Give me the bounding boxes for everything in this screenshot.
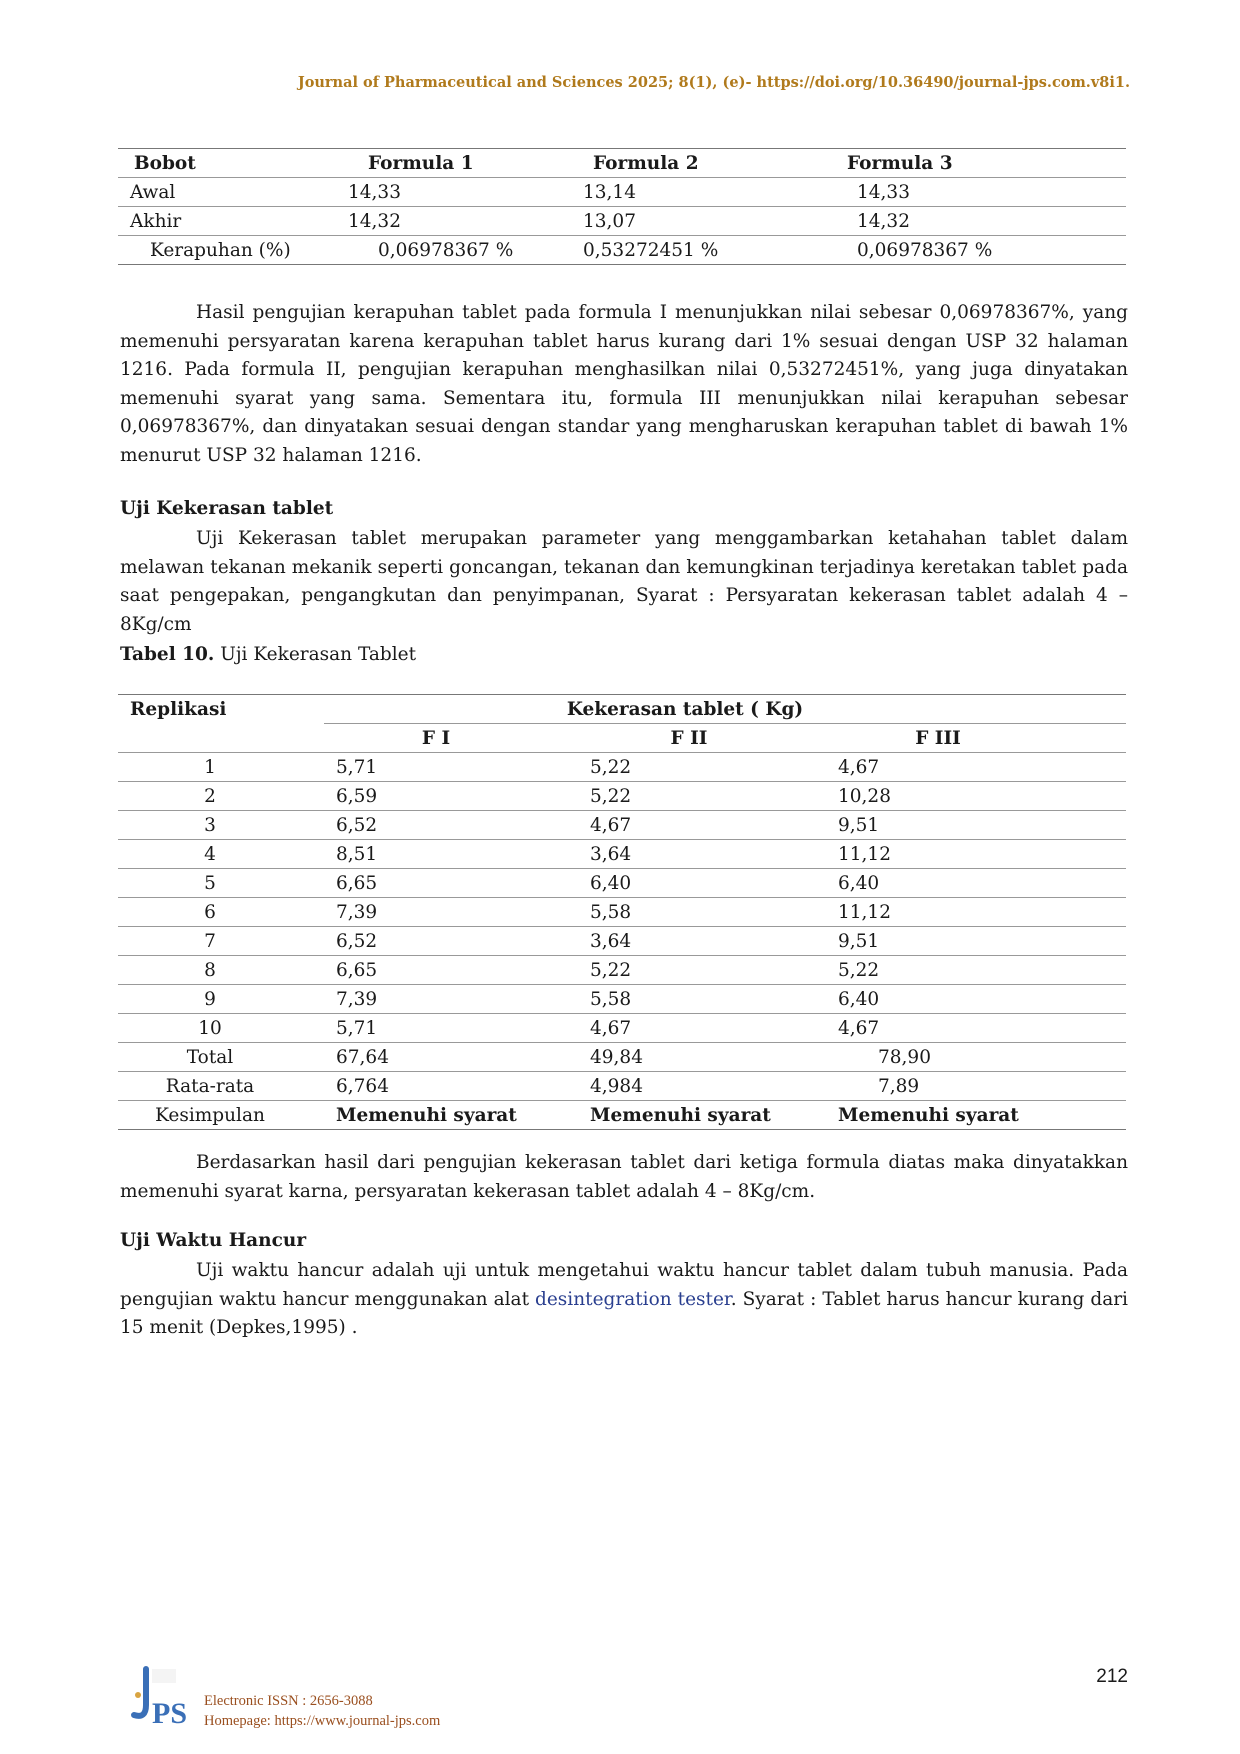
- table-row: [118, 927, 1126, 956]
- cell: 4,67: [838, 1017, 880, 1039]
- conclusion-row: [118, 1101, 1126, 1130]
- heading-hardness: Uji Kekerasan tablet: [120, 498, 334, 519]
- cell: 78,90: [878, 1046, 931, 1068]
- cell: 4,67: [838, 756, 880, 778]
- disintegration-text-2: . Syarat : Tablet harus hancur kurang dari 15 menit (Depkes,1995) .: [120, 1288, 1128, 1338]
- footer-issn: Electronic ISSN : 2656-3088: [204, 1693, 373, 1709]
- cell: 9,51: [838, 814, 880, 836]
- friability-header-row: [118, 149, 1126, 178]
- paragraph-hardness-conclusion: Berdasarkan hasil dari pengujian kekerasan tablet dari ketiga formula diatas maka dinyatakkan memenuhi syarat karna, persyaratan kekerasan tablet adalah 4 – 8Kg/cm.: [120, 1152, 1128, 1202]
- paragraph-friability-result: Hasil pengujian kerapuhan tablet pada formula I menunjukkan nilai sebesar 0,06978367%, yang memenuhi persyaratan karena kerapuhan tablet harus kurang dari 1% sesuai dengan USP 32 halaman 1216. Pada formula II, pengujian kerapuhan menghasilkan nilai 0,53272451%, yang juga dinyatakan memenuhi syarat yang sama. Sementara itu, formula III menunjukkan nilai kerapuhan sebesar 0,06978367%, dan dinyatakan sesuai dengan standar yang mengharuskan kerapuhan tablet di bawah 1% menurut USP 32 halaman 1216.: [120, 302, 1128, 466]
- row-label: 9: [204, 988, 216, 1010]
- cell: 5,22: [590, 756, 632, 778]
- cell: 14,33: [348, 181, 401, 203]
- running-head: Journal of Pharmaceutical and Sciences 2025; 8(1), (e)- https://doi.org/10.36490/journal-jps.com.v8i1.: [297, 74, 1130, 91]
- row-label: Awal: [130, 181, 176, 203]
- cell: 11,12: [838, 901, 891, 923]
- footer-info: [204, 1691, 440, 1731]
- header-formula-2: Formula 2: [593, 152, 699, 174]
- header-bobot: Bobot: [134, 152, 196, 174]
- cell: 4,984: [590, 1075, 643, 1097]
- row-label: 2: [204, 785, 216, 807]
- caption-text: Uji Kekerasan Tablet: [214, 644, 417, 665]
- cell: 14,33: [857, 181, 910, 203]
- cell: 7,39: [336, 988, 378, 1010]
- cell: 5,71: [336, 756, 378, 778]
- cell: 7,39: [336, 901, 378, 923]
- cell: 5,71: [336, 1017, 378, 1039]
- cell: 6,40: [590, 872, 632, 894]
- row-label: Kesimpulan: [155, 1104, 265, 1126]
- cell: 13,07: [583, 210, 636, 232]
- friability-row: [118, 178, 1126, 207]
- logo-text: PS: [152, 1697, 188, 1725]
- header-replikasi: Replikasi: [130, 698, 227, 720]
- cell: 6,52: [336, 930, 378, 952]
- table-row: [118, 811, 1126, 840]
- cell: 0,06978367 %: [378, 239, 514, 261]
- cell: 5,22: [590, 785, 632, 807]
- row-label: 1: [204, 756, 216, 778]
- cell: 11,12: [838, 843, 891, 865]
- table-row: [118, 956, 1126, 985]
- cell: 3,64: [590, 843, 632, 865]
- cell: Memenuhi syarat: [590, 1104, 771, 1126]
- mean-row: [118, 1072, 1126, 1101]
- header-kekerasan: Kekerasan tablet ( Kg): [324, 695, 1126, 724]
- row-label: 6: [204, 901, 216, 923]
- cell: 67,64: [336, 1046, 389, 1068]
- cell: 7,89: [878, 1075, 920, 1097]
- header-f3: F III: [915, 727, 961, 749]
- row-label: Akhir: [130, 210, 182, 232]
- cell: 0,06978367 %: [857, 239, 993, 261]
- cell: 3,64: [590, 930, 632, 952]
- table-row: [118, 869, 1126, 898]
- cell: 5,58: [590, 988, 632, 1010]
- table-row: [118, 898, 1126, 927]
- footer-homepage[interactable]: Homepage: https://www.journal-jps.com: [204, 1713, 441, 1729]
- row-label: 4: [204, 843, 216, 865]
- hardness-header-row-2: [118, 724, 1126, 753]
- table-row: [118, 753, 1126, 782]
- disintegration-term: desintegration tester: [535, 1288, 731, 1310]
- row-label: 3: [204, 814, 216, 836]
- header-f1: F I: [421, 727, 451, 749]
- header-f2: F II: [670, 727, 708, 749]
- cell: 8,51: [336, 843, 378, 865]
- cell: 6,59: [336, 785, 378, 807]
- row-label: 5: [204, 872, 216, 894]
- cell: 5,22: [590, 959, 632, 981]
- table-row: [118, 840, 1126, 869]
- cell: 14,32: [348, 210, 401, 232]
- paragraph-disintegration: [120, 1257, 1128, 1343]
- cell: 13,14: [583, 181, 636, 203]
- cell: 4,67: [590, 814, 632, 836]
- cell: 6,40: [838, 988, 880, 1010]
- row-label: Total: [186, 1046, 234, 1068]
- cell: Memenuhi syarat: [336, 1104, 517, 1126]
- cell: 49,84: [590, 1046, 643, 1068]
- friability-row: [118, 207, 1126, 236]
- table-row: [118, 1014, 1126, 1043]
- total-row: [118, 1043, 1126, 1072]
- friability-table: [118, 148, 1126, 265]
- table-10-caption: [120, 644, 416, 665]
- row-label: Rata-rata: [165, 1075, 255, 1097]
- row-label: 8: [204, 959, 216, 981]
- journal-logo: [128, 1665, 200, 1725]
- caption-label: Tabel 10.: [120, 644, 215, 665]
- table-row: [118, 985, 1126, 1014]
- header-blank: [118, 724, 324, 753]
- cell: 6,40: [838, 872, 880, 894]
- hardness-header-row-1: [118, 695, 1126, 724]
- header-formula-3: Formula 3: [847, 152, 953, 174]
- cell: 6,65: [336, 872, 378, 894]
- header-formula-1: Formula 1: [368, 152, 474, 174]
- cell: 5,58: [590, 901, 632, 923]
- disintegration-text-1: Uji waktu hancur adalah uji untuk mengetahui waktu hancur tablet dalam tubuh manusia. Pada pengujian waktu hancur menggunakan alat: [120, 1260, 1128, 1310]
- row-label: Kerapuhan (%): [150, 239, 291, 261]
- cell: 10,28: [838, 785, 891, 807]
- cell: 5,22: [838, 959, 880, 981]
- cell: 6,52: [336, 814, 378, 836]
- friability-row: [118, 236, 1126, 265]
- table-row: [118, 782, 1126, 811]
- cell: 0,53272451 %: [583, 239, 719, 261]
- cell: Memenuhi syarat: [838, 1104, 1019, 1126]
- hardness-table: [118, 694, 1126, 1130]
- row-label: 10: [198, 1017, 222, 1039]
- cell: 6,65: [336, 959, 378, 981]
- cell: 6,764: [336, 1075, 389, 1097]
- row-label: 7: [204, 930, 216, 952]
- cell: 14,32: [857, 210, 910, 232]
- paragraph-hardness-intro: Uji Kekerasan tablet merupakan parameter yang menggambarkan ketahahan tablet dalam melawan tekanan mekanik seperti goncangan, tekanan dan kemungkinan terjadinya keretakan tablet pada saat pengepakan, pengangkutan dan penyimpanan, Syarat : Persyaratan kekerasan tablet adalah 4 – 8Kg/cm: [120, 528, 1128, 635]
- cell: 9,51: [838, 930, 880, 952]
- heading-disintegration: Uji Waktu Hancur: [120, 1230, 307, 1251]
- page-number: 212: [1096, 1666, 1128, 1687]
- cell: 4,67: [590, 1017, 632, 1039]
